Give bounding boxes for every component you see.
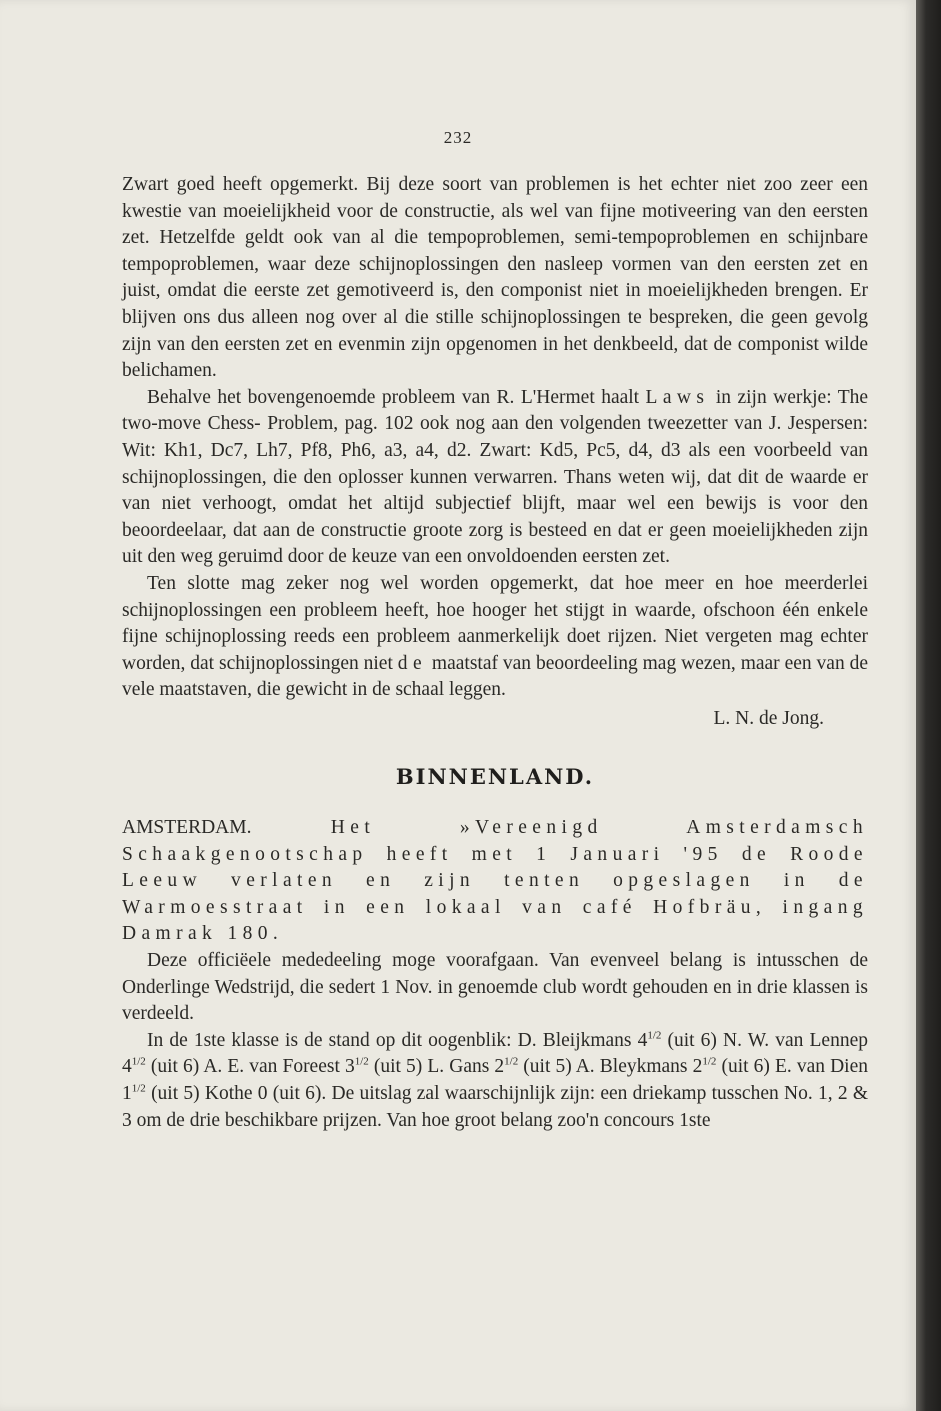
standings-text-6: (uit 6) E. van Dien 1 <box>122 1056 869 1104</box>
paragraph-1: Zwart goed heeft opgemerkt. Bij deze soort van problemen is het echter niet zoo zeer een kwestie van moeielijkheid voor de constructie, als wel van fijne motiveering van den eersten zet. Hetzelfde geldt ook van al die tempoproblemen, semi-tempoproblemen en schijnbare tempoproblemen, waar deze schijnoplossingen den nasleep vormen van den eersten zet en juist, omdat die eerste zet gemotiveerd is, den componist niet in moeielijkheden brengen. Er blijven ons dus alleen nog over al die stille schijnoplossingen te bespreken, die geen gevolg zijn van den eersten zet en evenmin zijn opgenomen in het denkbeeld, dat de componist wilde belichamen. <box>122 174 868 382</box>
author-name-spaced: Laws <box>645 386 710 408</box>
emphasis-de: de <box>397 652 428 674</box>
standings-text-3: (uit 6) A. E. van Foreest 3 <box>145 1056 355 1078</box>
paragraph-2 <box>122 385 868 571</box>
fraction-half: 1/2 <box>131 1082 146 1095</box>
paragraph-2-text-a: Behalve het bovengenoemde probleem van R. L'Hermet haalt <box>147 386 640 408</box>
page-number: 232 <box>443 128 473 147</box>
paragraph-2-text-b: in zijn werkje: The two-move Chess- Problem, pag. 102 ook nog aan den volgenden tweezetter van J. Jespersen: Wit: Kh1, Dc7, Lh7, Pf8, Ph6, a3, a4, d2. Zwart: Kd5, Pc5, d4, d3 als een voorbeeld van schijnoplossingen, die den oplosser kunnen verwarren. Thans weten wij, dat dit de waarde er van niet verhoogt, omdat het altijd subjectief blijft, maar wel een bewijs is voor den beoordeelaar, dat aan de constructie groote zorg is besteed en dat er geen moeielijkheden zijn uit den weg geruimd door de keuze van een onvoldoenden eersten zet. <box>122 386 869 568</box>
fraction-half: 1/2 <box>131 1055 146 1068</box>
fraction-half: 1/2 <box>504 1055 519 1068</box>
city-label: AMSTERDAM. <box>122 817 252 839</box>
standings-text-2: (uit 6) N. W. van Lennep 4 <box>122 1029 868 1078</box>
paragraph-3-text-a: Ten slotte mag zeker nog wel worden opgemerkt, dat hoe meer en hoe meerderlei schijnoplossingen een probleem heeft, hoe hooger het stijgt in waarde, ofschoon één enkele fijne schijnoplossing reeds een probleem aanmerkelijk doet rijzen. Niet vergeten mag echter worden, dat schijnoplossingen niet <box>122 572 868 674</box>
standings-text-4: (uit 5) L. Gans 2 <box>368 1056 505 1078</box>
announcement-spaced: Het »Vereenigd Amsterdamsch Schaakgenootschap heeft met 1 Januari '95 de Roode Leeuw verlaten en zijn tenten opgeslagen in de Warmoesstraat in een lokaal van café Hofbräu, ingang Damrak 180. <box>122 817 869 945</box>
section-paragraph-1 <box>122 815 868 948</box>
book-edge <box>916 0 941 1411</box>
standings-text-1: In de 1ste klasse is de stand op dit oogenblik: D. Bleijkmans 4 <box>147 1029 648 1051</box>
standings-text-7: (uit 5) Kothe 0 (uit 6). De uitslag zal waarschijnlijk zijn: een driekamp tusschen No. 1, 2 & 3 om de drie beschikbare prijzen. Van hoe groot belang zoo'n concours 1ste <box>122 1083 868 1131</box>
article-continuation <box>122 172 868 704</box>
fraction-half: 1/2 <box>647 1029 662 1042</box>
section-paragraph-2: Deze officiëele mededeeling moge voorafgaan. Van evenveel belang is intusschen de Onderlinge Wedstrijd, die sedert 1 Nov. in genoemde club wordt gehouden en in drie klassen is verdeeld. <box>122 950 868 1025</box>
signature: L. N. de Jong. <box>713 707 824 729</box>
standings-text-5: (uit 5) A. Bleykmans 2 <box>518 1056 703 1078</box>
paragraph-3 <box>122 571 868 704</box>
paragraph-3-text-b: maatstaf van beoordeeling mag wezen, maar een van de vele maatstaven, die gewicht in de schaal leggen. <box>122 652 868 701</box>
section-paragraph-3 <box>122 1028 868 1134</box>
section-heading: BINNENLAND. <box>395 764 595 790</box>
fraction-half: 1/2 <box>702 1055 717 1068</box>
fraction-half: 1/2 <box>354 1055 369 1068</box>
page-body <box>122 172 868 1134</box>
